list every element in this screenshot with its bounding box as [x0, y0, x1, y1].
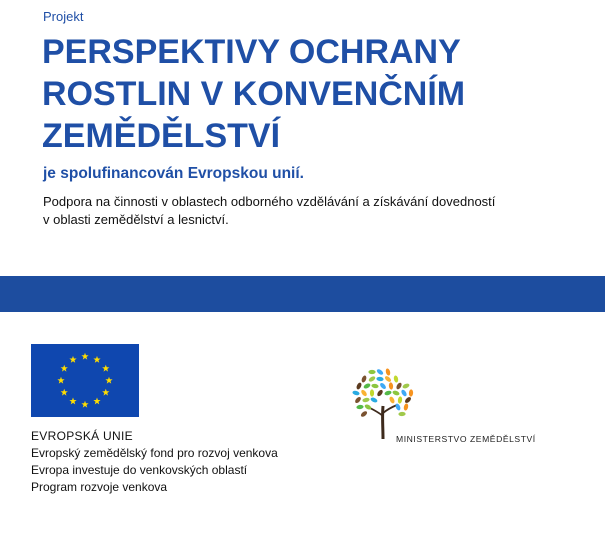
tree-leaf [354, 396, 362, 404]
support-description-line: Podpora na činnosti v oblastech odborného vzdělávání a získávání dovedností [43, 194, 496, 209]
tree-leaf [356, 404, 364, 409]
tree-leaf [403, 403, 409, 411]
tree-leaf [379, 382, 387, 390]
tree-leaf [393, 375, 398, 383]
project-title [42, 31, 582, 157]
tree-leaf [368, 370, 375, 374]
tree-leaf [388, 396, 395, 404]
tree-leaf [363, 382, 371, 389]
tree-logo-icon [350, 366, 416, 440]
tree-leaf [395, 403, 402, 411]
tree-leaf [360, 410, 368, 418]
tree-leaf [400, 389, 407, 397]
tree-leaf [397, 396, 402, 404]
tree-leaf [364, 403, 372, 410]
tree-leaf [361, 375, 368, 383]
tree-leaf [409, 389, 414, 396]
tree-leaf [395, 382, 402, 390]
tree-leaf [385, 368, 391, 376]
eu-funding-text [31, 428, 278, 496]
tree-leaf [352, 390, 360, 396]
eu-fund-name: Evropský zemědělský fond pro rozvoj venkova [31, 446, 278, 460]
support-description [43, 193, 495, 229]
ministry-name: MINISTERSTVO ZEMĚDĚLSTVÍ [396, 434, 536, 444]
tree-leaf [362, 397, 370, 403]
tree-leaf [370, 389, 374, 396]
project-title-line: ROSTLIN V KONVENČNÍM [42, 75, 466, 113]
eu-flag-icon [31, 344, 139, 417]
tree-leaf [356, 382, 363, 390]
tree-leaf [376, 389, 384, 397]
eu-program-name: Program rozvoje venkova [31, 480, 168, 494]
tree-leaf [370, 397, 378, 404]
tree-leaf [384, 375, 392, 383]
tree-leaf [392, 390, 400, 396]
project-title-line: PERSPEKTIVY OCHRANY [42, 33, 461, 71]
support-description-line: v oblasti zemědělství a lesnictví. [43, 212, 229, 227]
tree-leaf [368, 375, 376, 382]
eu-name: EVROPSKÁ UNIE [31, 429, 133, 443]
tree-leaf [398, 412, 405, 416]
tree-leaf [376, 368, 384, 376]
tree-leaf [384, 390, 392, 396]
tree-leaf [389, 382, 394, 390]
tree-leaf [371, 383, 379, 388]
tree-leaf [404, 396, 412, 404]
tree-leaf [360, 389, 368, 397]
project-label: Projekt [43, 9, 84, 24]
tree-leaf [402, 383, 410, 390]
tree-leaf [376, 377, 384, 382]
blue-divider-band [0, 276, 605, 312]
cofinanced-statement: je spolufinancován Evropskou unií. [43, 165, 304, 182]
project-title-line: ZEMĚDĚLSTVÍ [42, 117, 281, 155]
eu-slogan: Evropa investuje do venkovských oblastí [31, 463, 248, 477]
